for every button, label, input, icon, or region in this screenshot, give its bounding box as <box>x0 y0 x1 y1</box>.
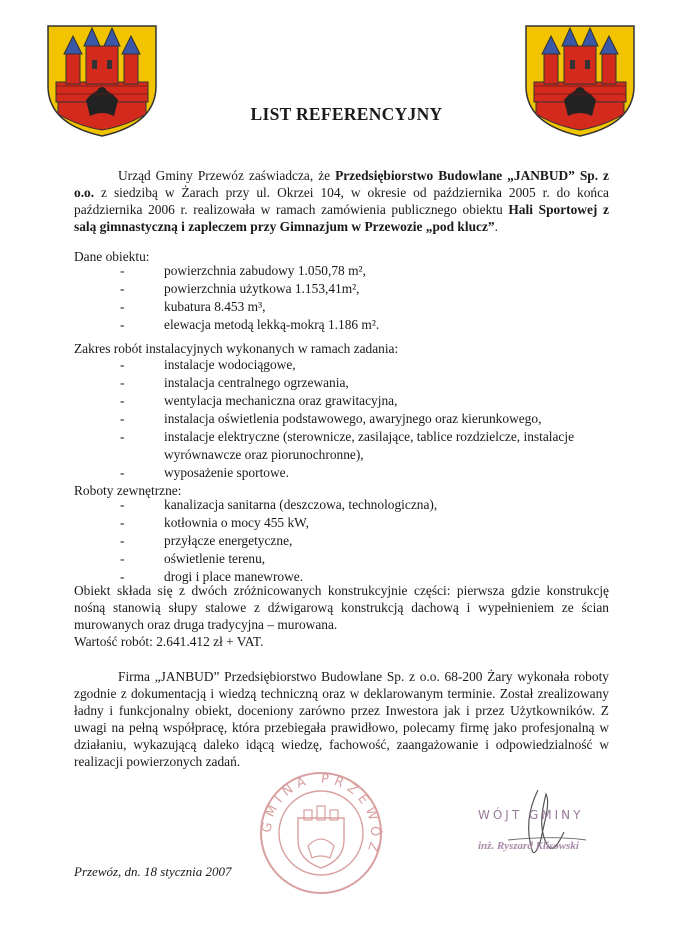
list-dash: - <box>120 299 125 314</box>
list-item-text: wyposażenie sportowe. <box>164 465 289 480</box>
list-item-text: kanalizacja sanitarna (deszczowa, technologiczna), <box>164 497 438 512</box>
list-item <box>120 428 590 464</box>
intro-object: Hali Sportowej z salą gimnastyczną i zapleczem przy Gimnazjum w Przewozie „pod klucz” <box>74 202 609 234</box>
official-stamp <box>258 770 384 896</box>
list-item-text: instalacja oświetlenia podstawowego, awaryjnego oraz kierunkowego, <box>164 411 542 426</box>
intro-company: Przedsiębiorstwo Budowlane „JANBUD” Sp. z o.o. <box>74 168 609 200</box>
list-item <box>120 356 590 374</box>
list-item <box>120 374 590 392</box>
dane-list <box>120 262 590 334</box>
list-dash: - <box>120 569 125 584</box>
list-item-text: przyłącze energetyczne, <box>164 533 293 548</box>
list-item <box>120 550 590 568</box>
firma-paragraph: Firma „JANBUD” Przedsiębiorstwo Budowlane Sp. z o.o. 68-200 Żary wykonała roboty zgodnie z dokumentacją i wiedzą techniczną oraz w deklarowanym terminie. Został zrealizowany ładny i funkcjonalny obiekt, doceniony zarówno przez Inwestora jak i przez Użytkowników. Z uwagi na pełną współpracę, która przebiegała prawidłowo, polecamy firmę jako profesjonalną w działaniu, wykazującą daleko idącą wiedzę, fachowość, zaangażowanie i odpowiedzialność w realizacji powierzonych zadań. <box>74 669 609 769</box>
list-item-text: wentylacja mechaniczna oraz grawitacyjna, <box>164 393 398 408</box>
wartosc-line: Wartość robót: 2.641.412 zł + VAT. <box>74 634 264 649</box>
list-item-text: instalacja centralnego ogrzewania, <box>164 375 349 390</box>
zakres-label: Zakres robót instalacyjnych wykonanych w ramach zadania: <box>74 341 399 356</box>
list-item <box>120 280 590 298</box>
list-item <box>120 496 590 514</box>
list-item <box>120 514 590 532</box>
list-dash: - <box>120 533 125 548</box>
intro-paragraph <box>74 167 609 235</box>
list-item-text: powierzchnia użytkowa 1.153,41m², <box>164 281 360 296</box>
list-item-text: elewacja metodą lekką-mokrą 1.186 m². <box>164 317 380 332</box>
list-item <box>120 298 590 316</box>
list-dash: - <box>120 551 125 566</box>
list-item-text: oświetlenie terenu, <box>164 551 266 566</box>
intro-part1: Urząd Gminy Przewóz zaświadcza, że <box>118 168 336 183</box>
list-dash: - <box>120 497 125 512</box>
dane-label: Dane obiektu: <box>74 249 150 264</box>
list-item <box>120 392 590 410</box>
intro-part3: . <box>494 219 498 234</box>
obiekt-paragraph <box>74 582 609 650</box>
zakres-list <box>120 356 590 482</box>
list-dash: - <box>120 375 125 390</box>
stamp-text: GMINA PRZEWÓZ <box>259 771 383 858</box>
document-title: LIST REFERENCYJNY <box>250 104 443 124</box>
list-item-text: powierzchnia zabudowy 1.050,78 m², <box>164 263 366 278</box>
list-dash: - <box>120 357 125 372</box>
list-dash: - <box>120 317 125 332</box>
list-dash: - <box>120 515 125 530</box>
list-item-text: kotłownia o mocy 455 kW, <box>164 515 309 530</box>
list-item-text: instalacje wodociągowe, <box>164 357 296 372</box>
list-dash: - <box>120 263 125 278</box>
document-date: Przewóz, dn. 18 stycznia 2007 <box>74 864 232 879</box>
list-item <box>120 410 590 428</box>
list-item-text: kubatura 8.453 m³, <box>164 299 266 314</box>
roboty-label: Roboty zewnętrzne: <box>74 483 182 498</box>
roboty-list <box>120 496 590 586</box>
list-item <box>120 262 590 280</box>
list-item-text: instalacje elektryczne (sterownicze, zasilające, tablice rozdzielcze, instalacje wyrównawcze oraz piorunochronne), <box>164 429 575 462</box>
obiekt-text: Obiekt składa się z dwóch zróżnicowanych konstrukcyjnie części: pierwsza gdzie konstrukcję nośną stanowią słupy stalowe z dźwigarową konstrukcją dachową i wypełnieniem ze ścian murowanych oraz druga tradycyjna – murowana. <box>74 583 609 632</box>
handwritten-signature <box>468 780 618 870</box>
signature-title: WÓJT GMINY <box>478 808 584 822</box>
list-item-text: drogi i place manewrowe. <box>164 569 304 584</box>
svg-text:GMINA PRZEWÓZ <box>260 772 384 858</box>
list-item <box>120 316 590 334</box>
list-dash: - <box>120 429 125 444</box>
list-item <box>120 532 590 550</box>
list-item <box>120 464 590 482</box>
list-dash: - <box>120 281 125 296</box>
signature-name: inż. Ryszard Klisowski <box>478 840 579 852</box>
list-dash: - <box>120 393 125 408</box>
list-dash: - <box>120 465 125 480</box>
list-dash: - <box>120 411 125 426</box>
intro-part2: z siedzibą w Żarach przy ul. Okrzei 104, w okresie od października 2005 r. do końca października 2006 r. realizowała w ramach zamówienia publicznego obiektu <box>74 185 609 217</box>
